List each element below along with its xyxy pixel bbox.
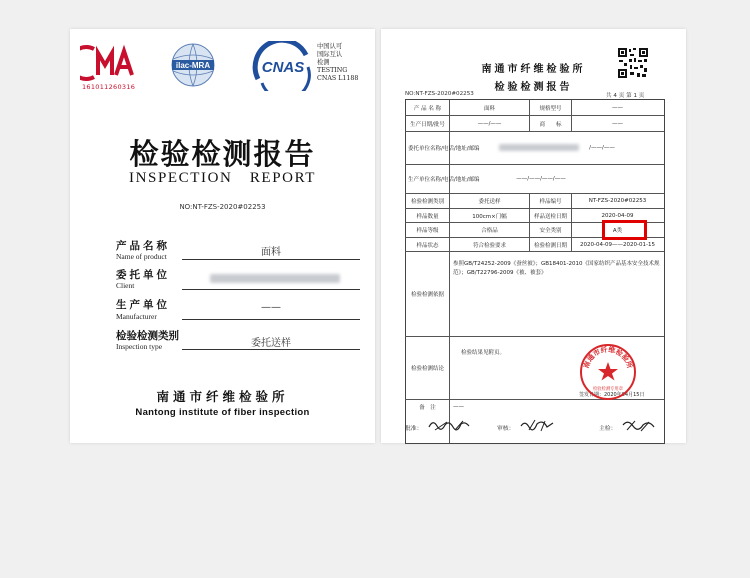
seal-text: 南通市纤维检验所 (582, 345, 634, 370)
detail-page (381, 29, 686, 443)
cell-trademark-value: —— (612, 121, 623, 127)
safety-category-highlight (602, 220, 647, 240)
detail-subtitle: 检验检测报告 (494, 82, 573, 93)
cover-report-number: NO:NT-FZS-2020#02253 (179, 203, 266, 211)
cell-client-value: /——/—— (589, 145, 615, 151)
cell-basis-label: 检验检测依据 (410, 292, 444, 298)
cnas-note-4: TESTING (317, 67, 348, 74)
seal-subtext: 检验检测专用章 (592, 387, 624, 392)
cell-qty-value: 100cm×门幅 (472, 213, 507, 220)
cell-grade-label: 样品等级 (416, 228, 439, 234)
field-manufacturer-label: 生产单位 (116, 299, 170, 311)
main-inspector-label: 主检： (599, 426, 617, 432)
cell-date-value: 2020-04-09——2020-01-15 (580, 241, 655, 248)
field-client-label-en: Client (116, 281, 135, 290)
cell-conclusion-value: 检验结果见附页。 (461, 350, 506, 356)
cell-remark-value: —— (453, 404, 464, 410)
detail-report-number: NO:NT-FZS-2020#02253 (405, 91, 474, 97)
cell-type-label: 检验检测类别 (410, 199, 444, 205)
cover-title-en: INSPECTION REPORT (128, 170, 317, 186)
cnas-logo (248, 41, 316, 91)
cma-number: 161011260316 (82, 83, 136, 91)
official-seal (578, 342, 638, 402)
field-manufacturer-value: —— (261, 302, 281, 313)
cell-state-label: 样品状态 (416, 242, 439, 249)
cell-remark-label: 备 注 (419, 405, 436, 411)
field-product-line (182, 259, 360, 260)
field-product-value: 面料 (261, 247, 281, 258)
field-product-label-en: Name of product (116, 252, 167, 261)
cell-spec-value: —— (612, 105, 623, 111)
institute-name-en: Nantong institute of fiber inspection (135, 407, 310, 418)
cell-basis-value-2: 范》；GB/T22796-2009《被、被套》 (453, 270, 547, 276)
field-manufacturer-label-en: Manufacturer (116, 312, 157, 321)
cell-trademark-label: 商 标 (539, 122, 562, 128)
cnas-note-2: 国际互认 (317, 51, 343, 58)
client-info-redacted (499, 144, 579, 151)
cell-basis-value-1: 参照GB/T24252-2009《蚕丝被》；GB18401-2010《国家纺织产品基本安全技术规 (453, 261, 660, 267)
field-type-label: 检验检测类别 (116, 330, 179, 342)
ilac-mra-logo (168, 41, 218, 89)
cell-grade-value: 合格品 (481, 228, 498, 234)
field-product-label: 产品名称 (116, 240, 170, 252)
field-type-value: 委托送样 (251, 338, 291, 349)
cell-type-value: 委托送样 (478, 199, 501, 205)
cnas-note-5: CNAS L1188 (317, 75, 359, 82)
detail-page-info: 共 4 页 第 1 页 (606, 93, 645, 99)
cnas-note-1: 中国认可 (317, 43, 343, 50)
cell-safety-label: 安全类别 (539, 228, 562, 234)
cell-conclusion-label: 检验检测结论 (410, 366, 444, 372)
cell-state-value: 符合检验要求 (472, 242, 506, 249)
field-client-label: 委托单位 (116, 269, 170, 281)
cell-sign-date: 签发日期：2020年04月15日 (579, 391, 645, 398)
cell-qty-label: 样品数量 (416, 213, 439, 220)
cma-logo (80, 43, 142, 83)
cell-product-label: 产 品 名 称 (413, 106, 442, 112)
approve-label: 批准： (405, 426, 423, 432)
cell-client-label: 委托单位名称/电话/地址/邮编 (408, 146, 480, 152)
cell-prod-date-value: ——/—— (477, 121, 502, 127)
cell-arrive-label: 样品送检日期 (533, 213, 567, 220)
field-type-line (182, 349, 360, 350)
field-client-line (182, 289, 360, 290)
cover-page (70, 29, 375, 443)
cnas-note-3: 检测 (317, 59, 330, 66)
cell-sample-no-label: 样品编号 (539, 199, 562, 205)
cell-sample-no-value: NT-FZS-2020#02253 (588, 198, 647, 204)
cell-spec-label: 规格型号 (539, 106, 562, 112)
field-manufacturer-line (182, 319, 360, 320)
main-inspector-signature (621, 417, 657, 433)
cell-arrive-value: 2020-04-09 (601, 212, 634, 219)
field-type-label-en: Inspection type (116, 342, 163, 351)
client-redacted (210, 274, 340, 283)
ilac-mra-text: ilac-MRA (175, 61, 211, 70)
institute-name-cn: 南通市纤维检验所 (156, 389, 289, 404)
approve-signature (427, 417, 471, 433)
detail-title: 南通市纤维检验所 (481, 64, 586, 75)
cell-maker-value: ——/——/——/—— (516, 176, 566, 182)
cell-prod-date-label: 生产日期/批号 (410, 122, 445, 128)
cell-maker-label: 生产单位名称/电话/地址/邮编 (408, 177, 480, 183)
review-signature (519, 417, 555, 433)
cell-product-value: 面料 (483, 106, 495, 112)
cover-title: 检验检测报告 (129, 137, 316, 171)
cnas-text: CNAS (261, 59, 305, 76)
cell-date-label: 检验检测日期 (533, 242, 567, 249)
review-label: 审核： (497, 426, 515, 432)
cell-safety-value: A类 (612, 228, 623, 234)
